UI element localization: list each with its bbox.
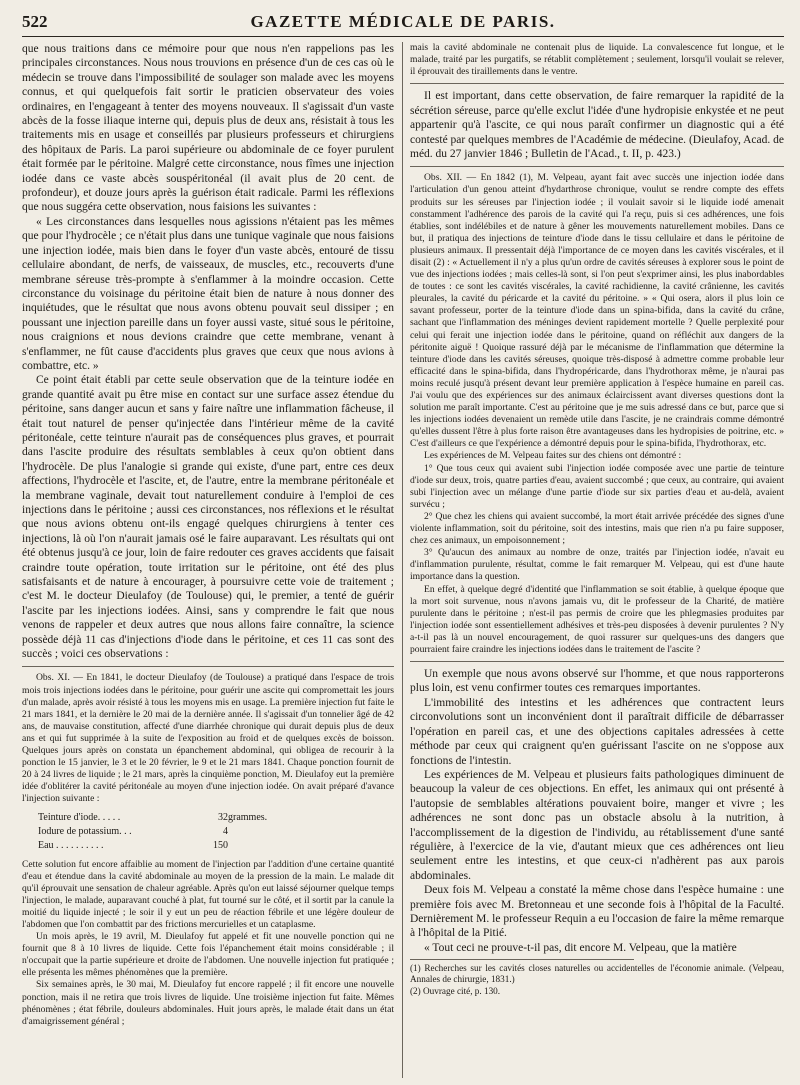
paragraph: Les expériences de M. Velpeau faites sur des chiens ont démontré :: [424, 450, 682, 462]
page-number: 522: [22, 12, 48, 31]
list-item: 2° Que chez les chiens qui avaient succombé, la mort était arrivée précédée des signes d'une violente inflammation, soit du péritoine, soit des intestins, mais que rien n'a pu faire supposer, chez ces animaux, un empoisonnement ;: [410, 510, 784, 547]
paragraph: Un exemple que nous avons observé sur l'homme, et que nous rapporterons plus loin, est venu confirmer toutes ces remarques importantes.: [410, 668, 784, 695]
recipe-ingredient: Eau . . . . . . . . . .: [38, 839, 104, 851]
section-rule: [410, 661, 784, 662]
recipe-unit: [228, 825, 267, 839]
right-column: [410, 42, 784, 1078]
footnote: (1) Recherches sur les cavités closes naturelles ou accidentelles de l'économie animale. (Velpeau, Annales de chirurgie, 1831.): [410, 963, 784, 985]
recipe-unit: [228, 839, 267, 853]
footnote-rule: [410, 959, 634, 960]
paragraph: Un mois après, le 19 avril, M. Dieulafoy fut appelé et fit une nouvelle ponction qui ne fournit que 8 à 10 livres de liquide. Cette fois l'épanchement était moins considérable ; il n'occupait que la partie supérieure et droite de l'abdomen. Une nouvelle injection fut pratiquée ; elle présenta les mêmes phénomènes que la première.: [22, 931, 394, 979]
paragraph: Les expériences de M. Velpeau et plusieurs faits pathologiques diminuent de beaucoup la valeur de ces objections. En effet, les animaux qui ont présenté à l'autopsie de semblables altérations pouvaient boire, manger et vivre ; les adhérences ne sont donc pas un obstacle absolu à la nutrition, à l'accomplissement de la digestion de l'individu, au rétablissement d'une santé régulière, à l'exercice de la vie, d'autant mieux que ces adhérences ont lieu seulement entre les intestins, et que ceux-ci n'adhèrent pas aux parois abdominales.: [410, 768, 784, 882]
recipe-row: [38, 811, 267, 825]
recipe-ingredient: Iodure de potassium. . .: [38, 825, 132, 837]
paragraph: L'immobilité des intestins et les adhérences que contractent leurs circonvolutions sont un inconvénient dont il paraîtrait difficile de débarrasser l'opération en pareil cas, et une des objections capitales adressées à cette méthode par ceux qui craignent qu'en guérissant l'ascite on ne s'oppose aux fonctions de l'intestin.: [410, 696, 784, 767]
recipe-quantity: 32: [218, 811, 228, 823]
left-column: [22, 42, 394, 1078]
recipe-unit: grammes.: [228, 811, 268, 823]
page: [22, 10, 784, 1078]
paragraph: Cette solution fut encore affaiblie au moment de l'injection par l'addition d'une certaine quantité d'eau et étendue dans la cavité abdominale au moyen de la pression de la main. Le malade dit qu'il éprouvait une sensation de chaleur agréable. Après qu'on eut laissé séjourner quelque temps l'injection, le malade, auparavant couché à plat, fut tourné sur le côté, et il sortit par la canule la moitié du liquide injecté ; le soir il y eut un peu de réaction fébrile et une légère douleur de l'abdomen que l'on combattit par des frictions mercurielles et un cataplasme.: [22, 858, 394, 930]
section-rule: [410, 83, 784, 84]
recipe-quantity: 4: [223, 825, 228, 837]
observation-12: Obs. XII. — En 1842 (1), M. Velpeau, ayant fait avec succès une injection iodée dans l'articulation d'un genou atteint d'hydarthrose chronique, voulut se rendre compte des effets produits sur les séreuses par l'injection iodée ; il voulait savoir si le liquide iodé amenait constamment l'adhérence des parois de la cavité qui l'a reçu, puis si ces adhérences, une fois établies, sont indélébiles et de nature à gêner les mouvements naturellement mobiles. Dans ce but, il pratiqua des injections de teinture d'iode dans le tissu cellulaire et dans le péritoine de plusieurs animaux. Il pressentait déjà l'importance de ce moyen dans les cavités viscérales, et il disait (2) : « Actuellement il n'y a plus qu'un ordre de cavités séreuses à explorer sous le point de vue des injections iodées ; mais celles-là sont, si l'on peut s'exprimer ainsi, les plus inabordables de toutes : ce sont les cavités viscérales, la cavité rachidienne, la cavité crânienne, les cavités pleurales, la cavité du péricarde et la cavité du péritoine. » « Qui osera, alors il plus loin ce savant professeur, porter de la teinture d'iode dans un spina-bifida, dans la cavité du crâne, sachant que l'inflammation des méninges devient rapidement mortelle ? Quelle perplexité pour celui qui ferait une injection iodée dans le péritoine, quand on réfléchit aux dangers de la péritonite aiguë ! Quoique rassuré déjà par le mécanisme de l'inflammation que détermine la teinture d'iode dans les cavités séreuses, quoique très-disposé à admettre comme probable leur efficacité dans le spina-bifida, dans l'hydropéricarde, dans l'hydrothorax même, je n'aurai pas moins reculé jusqu'à présent devant leur première application à l'espèce humaine en pareil cas. J'ai voulu que des expériences sur des animaux éclaircissent avant diverses questions dont la solution me paraît importante. C'est au péritoine que je me suis adressé dans ce but, parce que si les injections iodées devenaient un remède utile dans l'ascite, je ne craindrais comme démontré qu'elles dussent l'être à plus forte raison être avantageuses dans les hydropisies de poitrine, etc. » C'est d'ailleurs ce que l'expérience a démontré depuis pour le spina-bifida, l'hydrothorax, etc.: [410, 172, 784, 450]
section-rule: [410, 166, 784, 167]
recipe-ingredient: Teinture d'iode. . . . .: [38, 811, 121, 823]
quoted-paragraph: « Les circonstances dans lesquelles nous agissions n'étaient pas les mêmes que pour l'hydrocèle ; ce n'était plus dans une tunique vaginale que nous faisions une injection iodée, mais bien dans le foyer d'un vaste abcès, entouré de tissu cellulaire abondant, de nerfs, de vaisseaux, de muscles, etc., recouverts d'une membrane séreuse très-prompte à s'enflammer à la moindre occasion. Cette circonstance du voisinage du péritoine était bien de nature à nous donner des inquiétudes, que le résultat que nous avons obtenu pouvait seul dissiper ; en poussant une injection pareille dans un foyer aussi vaste, situé sous le péritoine, nous craignions et nous devions craindre que cette membrane, venant à s'enflammer, ne fût cause d'accidents plus graves que ceux que nous avions à combattre, etc. »: [22, 215, 394, 372]
observation-11: Obs. XI. — En 1841, le docteur Dieulafoy (de Toulouse) a pratiqué dans l'espace de trois mois trois injections iodées dans le péritoine, pour guérir une ascite qui compromettait les jours d'un malade, après avoir résisté à tous les moyens mis en usage. La première injection fut faite le 21 mars 1841, et la dernière le 20 mai de la dernière année. Il s'agissait d'un tonnelier âgé de 42 ans, de mauvaise constitution, affecté d'une diarrhée chronique qui durait depuis plus de deux ans et qui fut supprimée à la suite de l'exposition au froid et de quelques excès de boisson. Quelques jours après on constata un épanchement abdominal, qui obligea de recourir à la ponction le 15 janvier, le 3 et le 20 février, le 9 et le 21 mars 1841. Chaque ponction fournit de 20 à 24 livres de liquide ; le 21 mars, après la cinquième ponction, M. Dieulafoy eut la première idée d'oblitérer la cavité péritonéale au moyen d'une injection iodée. On avait préparé d'avance l'injection suivante :: [22, 672, 394, 805]
article-body: [22, 42, 784, 1078]
injection-recipe: [38, 811, 267, 853]
footnote: (2) Ouvrage cité, p. 130.: [410, 985, 501, 996]
list-item: 3° Qu'aucun des animaux au nombre de onze, traités par l'injection iodée, n'avait eu d'inflammation purulente, résultat, comme le fait remarquer M. Velpeau, qui est d'une haute importance dans la question.: [410, 547, 784, 583]
column-divider: [402, 42, 403, 1078]
list-item: 1° Que tous ceux qui avaient subi l'injection iodée composée avec une partie de teinture d'iode sur deux, trois, quatre parties d'eau, avaient succombé ; que ceux, au contraire, qui avaient subi l'injection avec un mélange d'une partie d'iode sur six parties d'eau et au-delà, avaient survécu ;: [410, 462, 784, 510]
paragraph: Deux fois M. Velpeau a constaté la même chose dans l'espèce humaine : une première fois avec M. Bretonneau et une seconde fois à l'hôpital de la Faculté. Dernièrement M. le professeur Requin a eu l'occasion de faire la même remarque à l'hôpital de la Pitié.: [410, 884, 784, 940]
paragraph: que nous traitions dans ce mémoire pour que nous n'en rappelions pas les principales circonstances. Nous nous trouvions en présence d'un de ces cas où le médecin se trouve dans l'impossibilité de soulager son malade avec les moyens connus, et qui quelquefois fait sortir le praticien observateur des voies ordinaires, en l'engageant à tenter des moyens nouveaux. Il s'agissait d'un vaste abcès de la fosse iliaque interne qui, depuis plus de deux ans, résistait à tous les traitements mis en usage et conseillés par plusieurs professeurs et chirurgiens des hôpitaux de Paris. La paroi supérieure ou abdominale de ce foyer purulent était formée par le péritoine. Malgré cette circonstance, nous fîmes une injection iodée dans ce vaste abcès souspéritonéal (il avait plus de 20 cent. de profondeur), et douze jours après la guérison était radicale. Parmi les réflexions que nous suggéra cette observation, nous faisions les suivantes :: [22, 43, 394, 214]
section-rule: [22, 666, 394, 667]
paragraph: « Tout ceci ne prouve-t-il pas, dit encore M. Velpeau, que la matière: [424, 941, 737, 954]
paragraph: Six semaines après, le 30 mai, M. Dieulafoy fut encore rappelé ; il fit encore une nouvelle ponction, mais il ne retira que trois livres de liquide. Une troisième injection fut faite. Mêmes phénomènes ; état fébrile, douleurs abdominales. Huit jours après, le malade était dans un état d'amaigrissement général ;: [22, 979, 394, 1027]
page-header: [22, 10, 784, 37]
recipe-row: [38, 839, 267, 853]
recipe-row: [38, 825, 267, 839]
paragraph: Ce point était établi par cette seule observation que de la teinture iodée en grande quantité avait pu être mise en contact sur une surface assez étendue du péritoine, sans danger aucun et sans y faire naître une inflammation fâcheuse, il était tout naturel de penser qu'injectée dans l'intérieur même de la cavité péritonéale, cette teinture n'aurait pas de conséquences plus graves, et pourrait dans l'ascite produire des résultats semblables à ceux qu'on obtient dans l'hydrocèle. De plus l'analogie si grande qui existe, d'une part, entre ces deux affections, l'hydrocèle et l'ascite, et, de l'autre, entre la membrane péritonéale et la membrane vaginale, devait tout naturellement conduire à l'emploi de ces injections dans le péritoine ; aussi ces circonstances, nos réflexions et le résultat que nous avions obtenu ont-ils engagé quelques chirurgiens à tenter ces injections, là où l'on n'aurait jamais osé le faire auparavant. Les résultats qui ont été obtenus jusqu'à ce jour, loin de faire redouter ces graves accidents que faisait craindre toute opération, toute irritation sur le péritoine, ont été des plus satisfaisants et de nature à encourager, à poursuivre cette voie de traitement ; c'est M. le docteur Dieulafoy (de Toulouse) qui, le premier, a tenté de guérir l'ascite par les injections iodées. Ainsi, sans y comprendre le fait que nous venons de rappeler et deux autres que nous allons faire connaître, la science possède déjà 11 cas d'injections d'iode dans le péritoine, et ces 11 cas sont des succès ; voici ces observations :: [22, 374, 394, 661]
recipe-quantity: 150: [213, 839, 228, 851]
masthead-title: GAZETTE MÉDICALE DE PARIS.: [250, 12, 556, 31]
paragraph: Il est important, dans cette observation, de faire remarquer la rapidité de la sécrétion séreuse, parce qu'elle exclut l'idée d'une hydropisie enkystée et ne peut appartenir qu'à l'ascite, ce qui nous paraît confirmer un diagnostic qui a été contesté par quelques membres de l'Académie de médecine. (Dieulafoy, Acad. de méd. du 27 janvier 1846 ; Bulletin de l'Acad., t. II, p. 423.): [410, 90, 784, 160]
paragraph: En effet, à quelque degré d'identité que l'inflammation se soit établie, à quelque époque que la mort soit survenue, nous n'avons jamais vu, dit le professeur de la Charité, de matière purulente dans le péritoine ; n'est-il pas permis de croire que les phlegmasies produites par l'injection iodée sont essentiellement adhésives et très-peu disposées à devenir purulentes ? N'y a-t-il pas là un nouvel encouragement, de quoi rassurer sur quelques-uns des dangers que pourraient faire craindre les injections iodées dans le traitement de l'ascite ?: [410, 583, 784, 655]
paragraph: mais la cavité abdominale ne contenait plus de liquide. La convalescence fut longue, et le malade, traité par les purgatifs, se rétablit complètement ; seulement, lorsqu'il voulait se relever, il éprouvait des tiraillements dans le ventre.: [410, 42, 784, 78]
